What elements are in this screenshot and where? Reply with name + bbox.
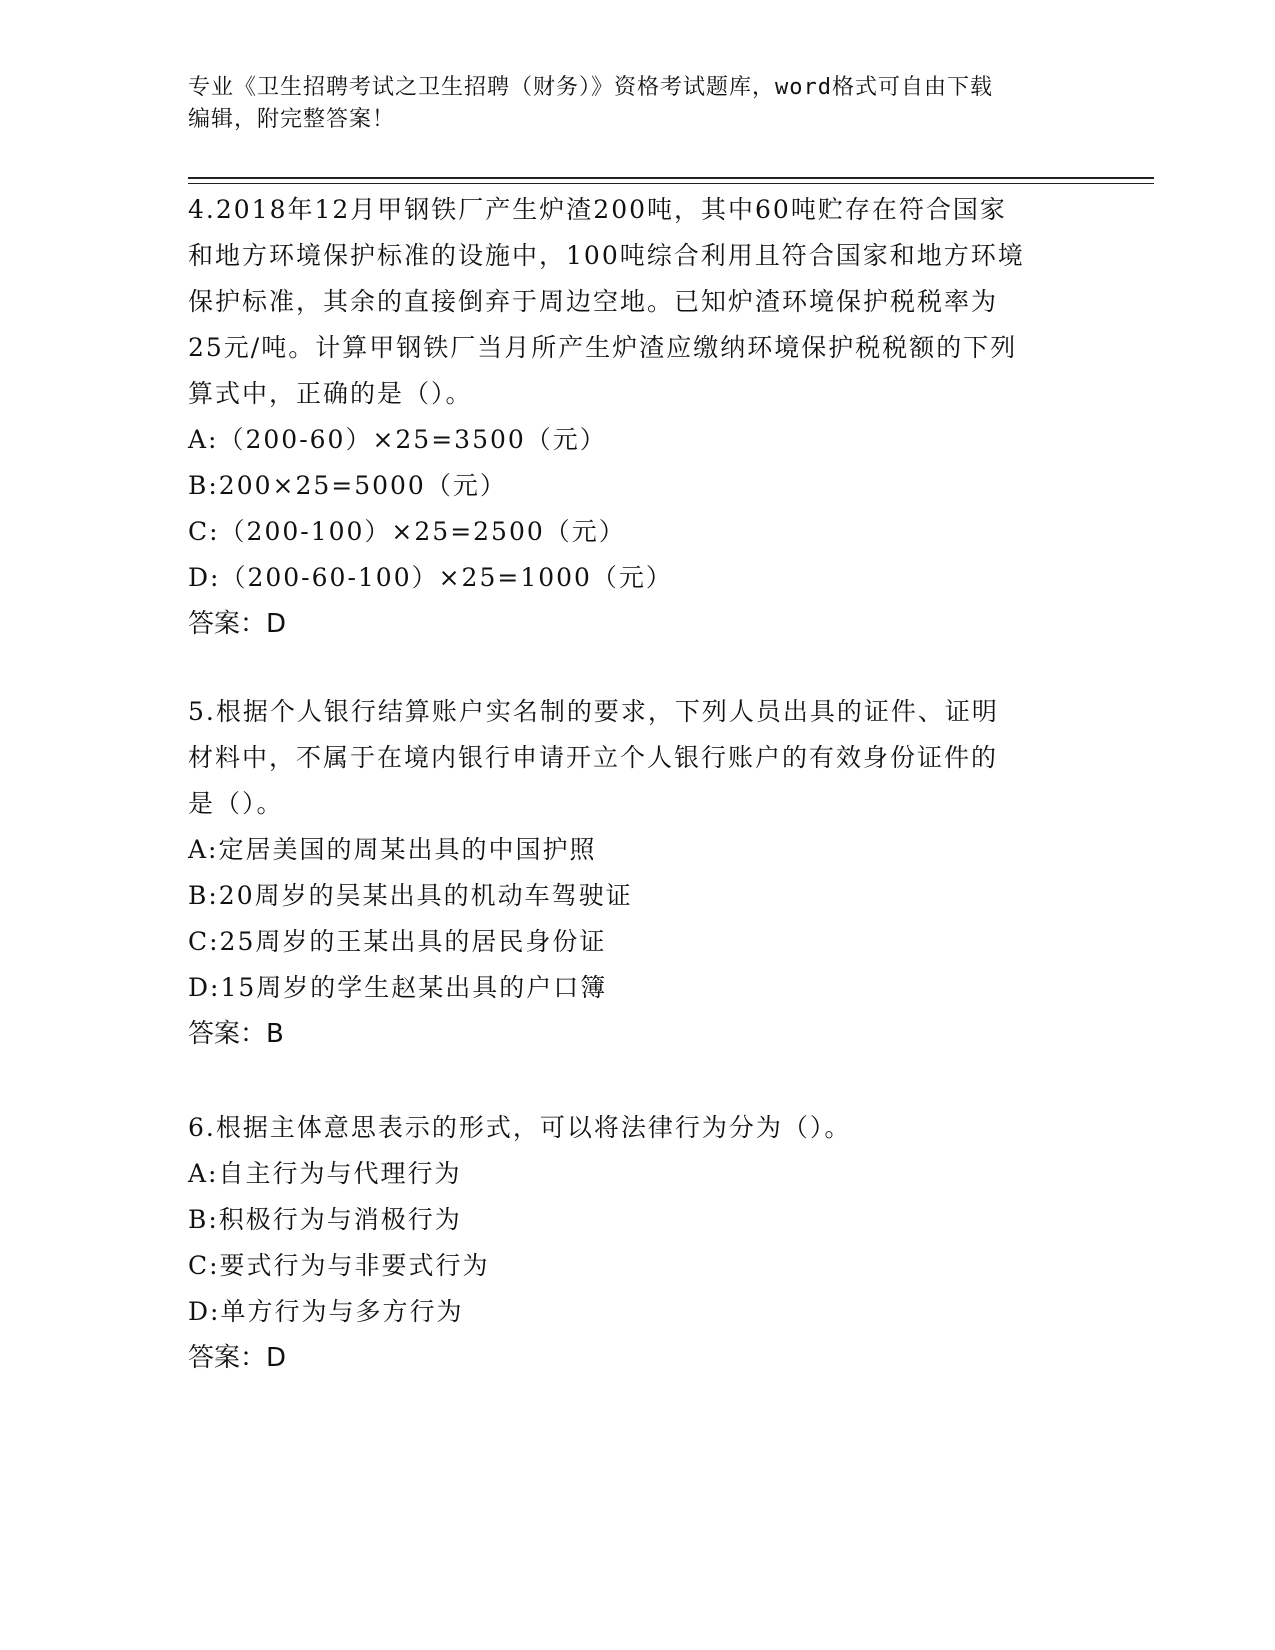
option-a: A:定居美国的周某出具的中国护照 bbox=[188, 835, 597, 864]
header-line-1: 专业《卫生招聘考试之卫生招聘（财务）》资格考试题库，word格式可自由下载 bbox=[188, 75, 993, 100]
option-b: B:20周岁的吴某出具的机动车驾驶证 bbox=[188, 881, 633, 910]
question-stem-line: 25元/吨。计算甲钢铁厂当月所产生炉渣应缴纳环境保护税税额的下列 bbox=[188, 333, 1018, 362]
header-line-2: 编辑，附完整答案！ bbox=[188, 107, 396, 132]
option-c: C:25周岁的王某出具的居民身份证 bbox=[188, 927, 607, 956]
option-a: A:自主行为与代理行为 bbox=[188, 1159, 462, 1188]
question-stem-line: 是（）。 bbox=[188, 789, 284, 818]
document-header bbox=[188, 72, 1068, 136]
question-stem-line: 材料中，不属于在境内银行申请开立个人银行账户的有效身份证件的 bbox=[188, 743, 999, 772]
option-a: A:（200-60）×25=3500（元） bbox=[188, 425, 607, 454]
option-b: B:积极行为与消极行为 bbox=[188, 1205, 462, 1234]
answer-label: 答案：D bbox=[188, 609, 287, 639]
question-4 bbox=[188, 187, 1088, 647]
option-b: B:200×25=5000（元） bbox=[188, 471, 507, 500]
option-d: D:15周岁的学生赵某出具的户口簿 bbox=[188, 973, 608, 1002]
header-divider-thick bbox=[188, 177, 1154, 179]
question-stem-line: 4.2018年12月甲钢铁厂产生炉渣200吨，其中60吨贮存在符合国家 bbox=[188, 195, 1007, 224]
question-stem-line: 6.根据主体意思表示的形式，可以将法律行为分为（）。 bbox=[188, 1113, 852, 1142]
question-stem-line: 保护标准，其余的直接倒弃于周边空地。已知炉渣环境保护税税率为 bbox=[188, 287, 999, 316]
option-c: C:要式行为与非要式行为 bbox=[188, 1251, 490, 1280]
question-5 bbox=[188, 689, 1088, 1057]
answer-label: 答案：B bbox=[188, 1019, 284, 1049]
answer-label: 答案：D bbox=[188, 1343, 287, 1373]
option-c: C:（200-100）×25=2500（元） bbox=[188, 517, 626, 546]
header-divider-thin bbox=[188, 183, 1154, 184]
question-6 bbox=[188, 1105, 1088, 1381]
question-stem-line: 和地方环境保护标准的设施中，100吨综合利用且符合国家和地方环境 bbox=[188, 241, 1025, 270]
option-d: D:（200-60-100）×25=1000（元） bbox=[188, 563, 673, 592]
option-d: D:单方行为与多方行为 bbox=[188, 1297, 464, 1326]
question-stem-line: 算式中，正确的是（）。 bbox=[188, 379, 473, 408]
question-stem-line: 5.根据个人银行结算账户实名制的要求，下列人员出具的证件、证明 bbox=[188, 697, 999, 726]
